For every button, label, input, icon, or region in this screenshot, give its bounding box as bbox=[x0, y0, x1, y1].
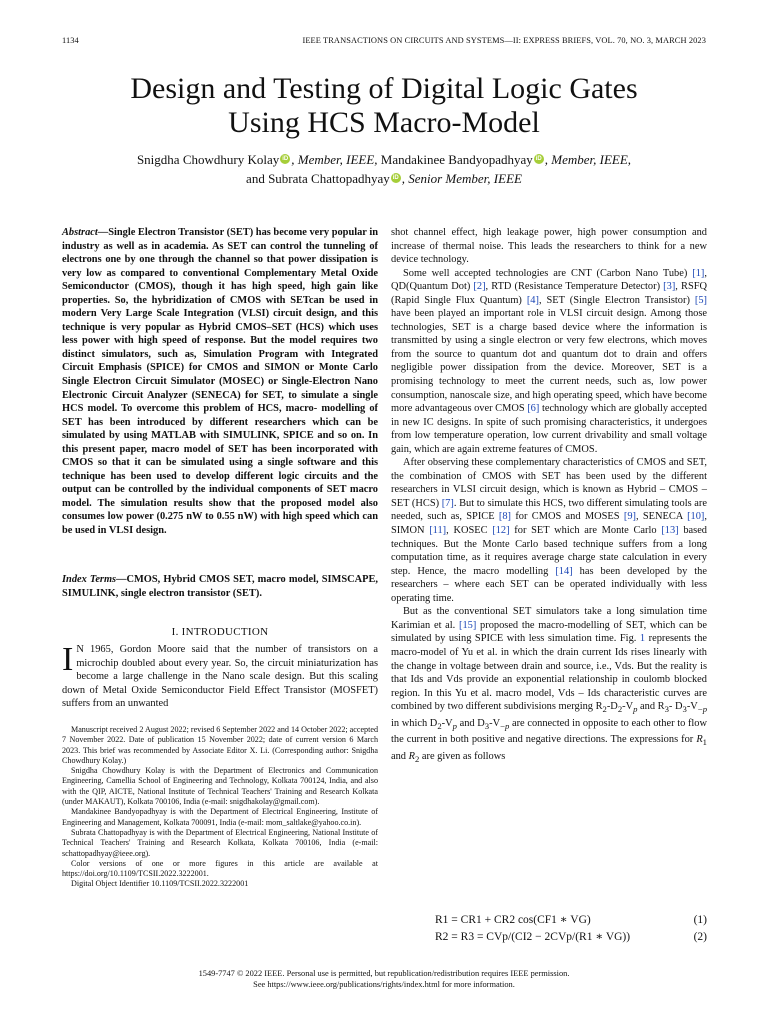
abstract-text: —Single Electron Transistor (SET) has become very popular in industry as well as in academia. As SET can control the tunneling of electrons one by one through the channel so that power dissipation is very low as compared to conventional Complementary Metal Oxide Semiconductor (CMOS), though it has high speed, high gain like properties. So, the hybridization of CMOS with SETcan be used in modern Very Large Scale Integration (VLSI) circuit design, and this technique is very popular as Hybrid CMOS–SET (HCS) which uses less power with high speed of response. But the model requires two distinct simulators, such as, Simulation Program with Integrated Circuit Emphasis (SPICE) for CMOS and SIMON or Monte Carlo Single Electron Circuit Simulator (MOSEC) or Single-Electron Nano Electronic Circuit Analyzer (SENECA) for SET, to simulate a single HCS model. To overcome this problem of HCS, macro- modelling of SET has been introduced by different researchers which can be simulated by using MATLAB with SIMULINK, SPICE and so on. In this present paper, macro model of SET has been incorporated with CMOS so that it can be simulated using a single software and this technique has been used to develop different logic circuits and the output can be controlled by the individual components of SET macro model. The simulation results show that the proposed model also consumes low power (0.275 nW to 0.55 nW) with high speed which can be used in VLSI design. bbox=[62, 227, 378, 537]
index-terms bbox=[62, 573, 378, 600]
citation-link[interactable]: [11] bbox=[429, 525, 447, 537]
copyright-line-2: See https://www.ieee.org/publications/rights/index.html for more information. bbox=[253, 980, 515, 989]
footnotes bbox=[62, 725, 378, 890]
citation-link[interactable]: [5] bbox=[694, 294, 707, 306]
paragraph-3: After observing these complementary characteristics of CMOS and SET, the combination of CMOS with SET has been used by the different researchers in VLSI circuit design, which is known as Hybrid – CMOS – SET (HCS) [7]. But to simulate this HCS, two different simulating tools are needed, such as, SPICE [8] for CMOS and MOSES [9], SENECA [10], SIMON [11], KOSEC [12] for SET which are Monte Carlo [13] based techniques. But the Monte Carlo based technique suffers from a long computation time, as it requires average charge state calculation in every step. Hence, the macro modelling [14] has been developed by the researchers – where each SET can be operated individually with less operating time. bbox=[391, 457, 708, 604]
citation-link[interactable]: [2] bbox=[473, 281, 486, 293]
citation-link[interactable]: [3] bbox=[663, 281, 676, 293]
figure-link[interactable]: 1 bbox=[639, 633, 646, 645]
equations bbox=[391, 914, 707, 948]
orcid-icon[interactable]: iD bbox=[392, 175, 399, 181]
citation-link[interactable]: [7] bbox=[441, 497, 454, 509]
right-column bbox=[391, 226, 707, 767]
citation-link[interactable]: [8] bbox=[498, 511, 512, 523]
footnote-author-3: Subrata Chattopadhyay is with the Department of Electrical Engineering, National Institute of Technical Teachers' Training and Research Kolkata, Kolkata 700106, India (e-mail: schattopadhyay@ieee.org). bbox=[62, 827, 378, 858]
section-heading: I. INTRODUCTION bbox=[171, 626, 269, 638]
orcid-icon[interactable]: iD bbox=[282, 156, 289, 162]
author-3-role: , Senior Member, IEEE bbox=[401, 171, 522, 186]
drop-cap: I bbox=[62, 641, 74, 678]
equation-expression: R1 = CR1 + CR2 cos(CF1 ∗ VG) bbox=[435, 914, 591, 926]
orcid-icon[interactable]: iD bbox=[535, 156, 542, 162]
footnote-manuscript: Manuscript received 2 August 2022; revised 6 September 2022 and 14 October 2022; accepted 7 November 2022. Date of publication 15 November 2022; date of current version 6 March 2023. This brief was recommended by Associate Editor X. Li. (Corresponding author: Snigdha Chowdhury Kolay.) bbox=[62, 725, 378, 765]
footnote-color: Color versions of one or more figures in this article are available at https://doi.org/10.1109/TCSII.2022.3222001. bbox=[62, 858, 378, 879]
author-2: Mandakinee Bandyopadhyay bbox=[377, 152, 533, 167]
author-list bbox=[60, 150, 708, 188]
equation-1 bbox=[391, 914, 707, 931]
footnote-doi: Digital Object Identifier 10.1109/TCSII.2022.3222001 bbox=[71, 879, 249, 889]
paragraph-4: But as the conventional SET simulators take a long simulation time Karimian et al. [15] proposed the macro-modelling of SET, which can be simulated by using SPICE with less simulation time. Fig. 1 represents the macro-model of Yu et al. in which the drain current Ids rises linearly with the change in voltage between drain and source, i.e., Vds. But the reality is that Ids and Vds provide an exponential relationship in coulomb blocked region. In this Yu et al. macro model, Vds – Ids characteristic curves are combined by two different subdivisions merging $R_2-D_2-V_p$ and $R_3-$ $D_3-V_{-p}$ in which $D_2-V_p$ and $D_3-V_{-p}$ are connected in opposite to each other to flow the current in both positive and negative directions. The expressions for $R_1$ and $R_2$ are given as follows bbox=[391, 606, 708, 765]
author-1-role: , Member, IEEE, bbox=[291, 152, 378, 167]
citation-link[interactable]: [10] bbox=[687, 511, 705, 523]
page-number: 1134 bbox=[62, 36, 79, 45]
title-line-1: Design and Testing of Digital Logic Gates bbox=[130, 72, 638, 105]
citation-link[interactable]: [14] bbox=[555, 565, 573, 577]
abstract-label: Abstract bbox=[62, 227, 98, 238]
citation-link[interactable]: [6] bbox=[527, 403, 540, 415]
citation-link[interactable]: [4] bbox=[526, 294, 539, 306]
footnote-author-2: Mandakinee Bandyopadhyay is with the Department of Electrical Engineering, Institute of Engineering and Management, Kolkata 700091, India (e-mail: mom_saltlake@yahoo.co.in). bbox=[62, 807, 378, 827]
equation-2 bbox=[391, 931, 707, 948]
copyright-notice bbox=[62, 968, 706, 990]
citation-link[interactable]: [13] bbox=[661, 525, 679, 537]
intro-text: N 1965, Gordon Moore said that the number of transistors on a microchip doubled about every year. So, the circuit miniaturization has become a large challenge in the Nano scale design. But this scaling down of Metal Oxide Semiconductor Field Effect Transistor (MOSFET) suffers from an unwanted bbox=[62, 644, 378, 710]
citation-link[interactable]: [12] bbox=[492, 525, 510, 537]
author-2-role: , Member, IEEE, bbox=[544, 152, 632, 167]
copyright-line-1: 1549-7747 © 2022 IEEE. Personal use is permitted, but republication/redistribution requires IEEE permission. bbox=[198, 969, 570, 978]
title-line-2: Using HCS Macro-Model bbox=[228, 106, 540, 139]
intro-paragraph bbox=[62, 643, 378, 711]
paragraph-2: Some well accepted technologies are CNT (Carbon Nano Tube) [1], QD(Quantum Dot) [2], RTD (Resistance Temperature Detector) [3], RSFQ (Rapid Single Flux Quantum) [4], SET (Single Electron Transistor) [5] have been played an important role in VLSI circuit design. Among those technologies, SET is a charge based device where the information is transmitted by using a single electron or very few electrons, which moves from the source to quantum dot and quantum dot to drain and offers negligible power dissipation from the device. Moreover, SET is a promising technology to meet the current needs, such as, low power consumption, nanoscale size, and high operating speed, which have become more advantageous over CMOS [6] technology which are globally accepted in new IC designs. In spite of such promising characteristics, it undergoes from low temperature operation, low current drivability and small voltage gain, which are again extreme features of CMOS. bbox=[391, 267, 708, 455]
journal-name: IEEE TRANSACTIONS ON CIRCUITS AND SYSTEMS—II: EXPRESS BRIEFS, VOL. 70, NO. 3, MARCH 2023 bbox=[302, 36, 706, 45]
equation-number: (1) bbox=[693, 914, 707, 926]
paragraph-1: shot channel effect, high leakage power, high power consumption and increase of thermal noise. This leads the researchers to think for a new device technology. bbox=[391, 227, 707, 266]
equation-expression: R2 = R3 = CVp/(CI2 − 2CVp/(R1 ∗ VG)) bbox=[435, 931, 631, 943]
citation-link[interactable]: [15] bbox=[459, 619, 477, 631]
citation-link[interactable]: [1] bbox=[692, 267, 705, 279]
citation-link[interactable]: [9] bbox=[623, 511, 636, 523]
index-terms-text: —CMOS, Hybrid CMOS SET, macro model, SIMSCAPE, SIMULINK, single electron transistor (SET). bbox=[62, 574, 378, 599]
footnote-author-1: Snigdha Chowdhury Kolay is with the Department of Electronics and Communication Engineering, Camellia School of Engineering and Technology, Kolkata 700124, India, and also with the QIP, AICTE, National Institute of Technical Teachers' Training and Research Kolkata (under MAKAUT), Kolkata 700106, India (e-mail: snigdhakolay@gmail.com). bbox=[62, 766, 378, 807]
abstract bbox=[62, 226, 378, 538]
author-3: and Subrata Chattopadhyay bbox=[246, 171, 390, 186]
paper-title bbox=[40, 72, 728, 140]
author-1: Snigdha Chowdhury Kolay bbox=[136, 152, 280, 167]
index-terms-label: Index Terms bbox=[62, 574, 117, 585]
equation-number: (2) bbox=[693, 931, 707, 943]
